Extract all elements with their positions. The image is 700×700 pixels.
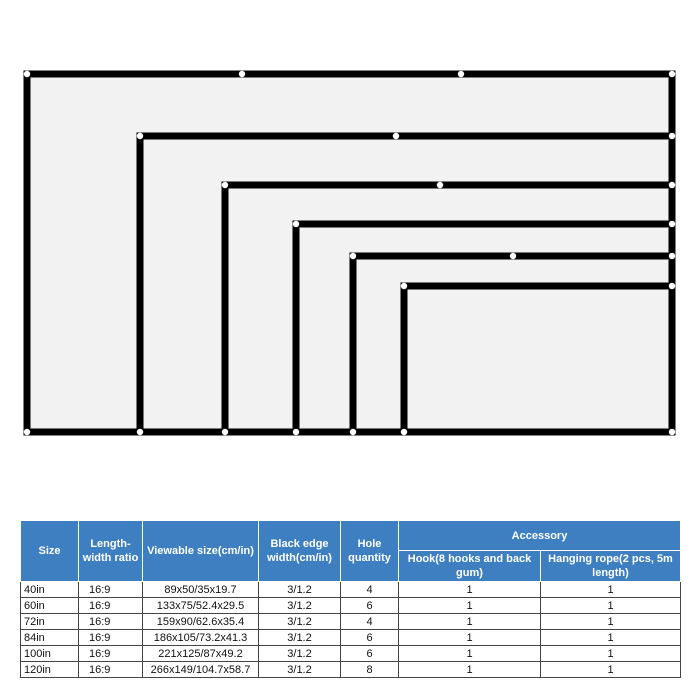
- cell-edge: 3/1.2: [259, 598, 341, 614]
- cell-size: 60in: [21, 598, 79, 614]
- grommet-hole: [669, 221, 675, 227]
- header-viewable: Viewable size(cm/in): [143, 521, 259, 582]
- cell-edge: 3/1.2: [259, 662, 341, 678]
- cell-edge: 3/1.2: [259, 614, 341, 630]
- grommet-hole: [669, 133, 675, 139]
- cell-rope: 1: [541, 646, 681, 662]
- grommet-hole: [669, 429, 675, 435]
- table-row: [21, 662, 681, 678]
- grommet-hole: [669, 283, 675, 289]
- cell-ratio: 16:9: [79, 662, 143, 678]
- table-row: [21, 614, 681, 630]
- spec-table: [20, 520, 681, 678]
- cell-rope: 1: [541, 630, 681, 646]
- cell-edge: 3/1.2: [259, 646, 341, 662]
- cell-viewable: 89x50/35x19.7: [143, 582, 259, 598]
- screen-frame-120in: [404, 286, 672, 432]
- table-row: [21, 630, 681, 646]
- cell-holes: 4: [341, 614, 399, 630]
- cell-hook: 1: [399, 630, 541, 646]
- cell-viewable: 159x90/62.6x35.4: [143, 614, 259, 630]
- grommet-hole: [293, 429, 299, 435]
- table-row: [21, 646, 681, 662]
- cell-rope: 1: [541, 614, 681, 630]
- grommet-hole: [350, 253, 356, 259]
- grommet-hole: [24, 429, 30, 435]
- cell-size: 100in: [21, 646, 79, 662]
- cell-ratio: 16:9: [79, 614, 143, 630]
- cell-rope: 1: [541, 598, 681, 614]
- cell-edge: 3/1.2: [259, 582, 341, 598]
- grommet-hole: [437, 182, 443, 188]
- cell-holes: 6: [341, 646, 399, 662]
- cell-holes: 6: [341, 598, 399, 614]
- grommet-hole: [24, 71, 30, 77]
- cell-edge: 3/1.2: [259, 630, 341, 646]
- grommet-hole: [669, 71, 675, 77]
- cell-size: 84in: [21, 630, 79, 646]
- grommet-hole: [401, 429, 407, 435]
- grommet-hole: [401, 283, 407, 289]
- cell-hook: 1: [399, 582, 541, 598]
- cell-viewable: 133x75/52.4x29.5: [143, 598, 259, 614]
- table-row: [21, 598, 681, 614]
- grommet-hole: [137, 429, 143, 435]
- grommet-hole: [510, 253, 516, 259]
- cell-hook: 1: [399, 614, 541, 630]
- cell-size: 120in: [21, 662, 79, 678]
- header-rope: Hanging rope(2 pcs, 5m length): [541, 551, 681, 582]
- cell-size: 40in: [21, 582, 79, 598]
- grommet-hole: [458, 71, 464, 77]
- cell-hook: 1: [399, 662, 541, 678]
- grommet-hole: [222, 429, 228, 435]
- cell-size: 72in: [21, 614, 79, 630]
- cell-viewable: 221x125/87x49.2: [143, 646, 259, 662]
- cell-ratio: 16:9: [79, 630, 143, 646]
- cell-ratio: 16:9: [79, 598, 143, 614]
- grommet-hole: [669, 182, 675, 188]
- cell-viewable: 186x105/73.2x41.3: [143, 630, 259, 646]
- cell-hook: 1: [399, 646, 541, 662]
- grommet-hole: [350, 429, 356, 435]
- table-row: [21, 582, 681, 598]
- header-accessory: Accessory: [399, 521, 681, 551]
- cell-holes: 8: [341, 662, 399, 678]
- grommet-hole: [137, 133, 143, 139]
- cell-holes: 6: [341, 630, 399, 646]
- cell-rope: 1: [541, 662, 681, 678]
- header-size: Size: [21, 521, 79, 582]
- spec-table-container: [20, 520, 680, 678]
- header-edge: Black edge width(cm/in): [259, 521, 341, 582]
- cell-ratio: 16:9: [79, 646, 143, 662]
- grommet-hole: [239, 71, 245, 77]
- cell-rope: 1: [541, 582, 681, 598]
- cell-hook: 1: [399, 598, 541, 614]
- header-hook: Hook(8 hooks and back gum): [399, 551, 541, 582]
- cell-viewable: 266x149/104.7x58.7: [143, 662, 259, 678]
- header-ratio: Length-width ratio: [79, 521, 143, 582]
- grommet-hole: [393, 133, 399, 139]
- grommet-hole: [222, 182, 228, 188]
- header-holes: Hole quantity: [341, 521, 399, 582]
- grommet-hole: [669, 253, 675, 259]
- cell-holes: 4: [341, 582, 399, 598]
- grommet-hole: [293, 221, 299, 227]
- cell-ratio: 16:9: [79, 582, 143, 598]
